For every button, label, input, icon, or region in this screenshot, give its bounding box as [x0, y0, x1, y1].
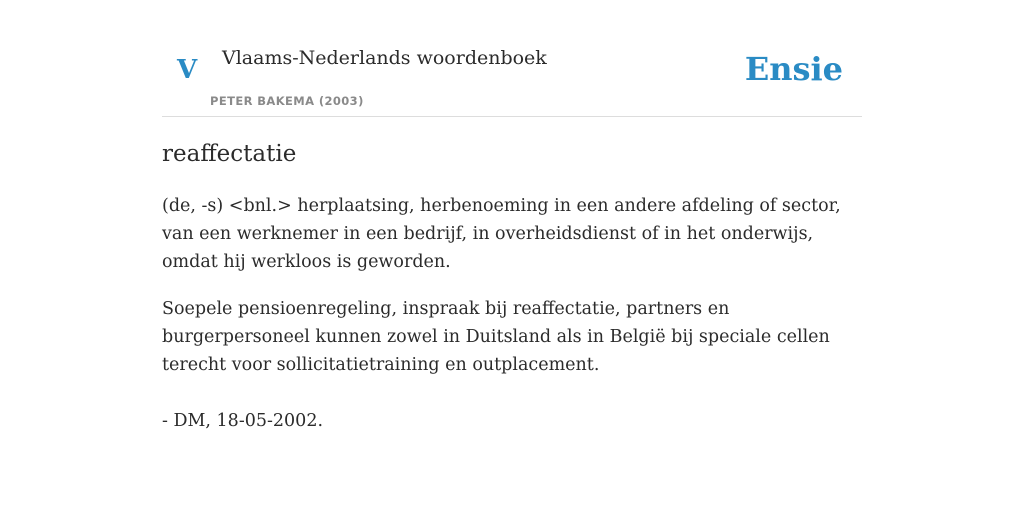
book-letter-logo[interactable]: V — [177, 55, 198, 85]
entry-source: - DM, 18-05-2002. — [162, 411, 324, 431]
entry-example: Soepele pensioenregeling, inspraak bij reaffectatie, partners en burgerpersoneel kunnen zowel in Duitsland als in België bij speciale cellen terecht voor sollicitatietraining en outplacement. — [162, 299, 830, 375]
entry-definition: (de, -s) <bnl.> herplaatsing, herbenoeming in een andere afdeling of sector, van een werknemer in een bedrijf, in overheidsdienst of in het onderwijs, omdat hij werkloos is geworden. — [162, 196, 841, 272]
entry-content — [162, 137, 862, 435]
book-author: PETER BAKEMA (2003) — [210, 94, 364, 108]
entry-headword: reaffectatie — [162, 141, 297, 167]
book-title-link[interactable]: Vlaams-Nederlands woordenboek — [222, 47, 547, 69]
dictionary-header — [162, 0, 862, 117]
ensie-brand-logo[interactable]: Ensie — [744, 50, 843, 88]
